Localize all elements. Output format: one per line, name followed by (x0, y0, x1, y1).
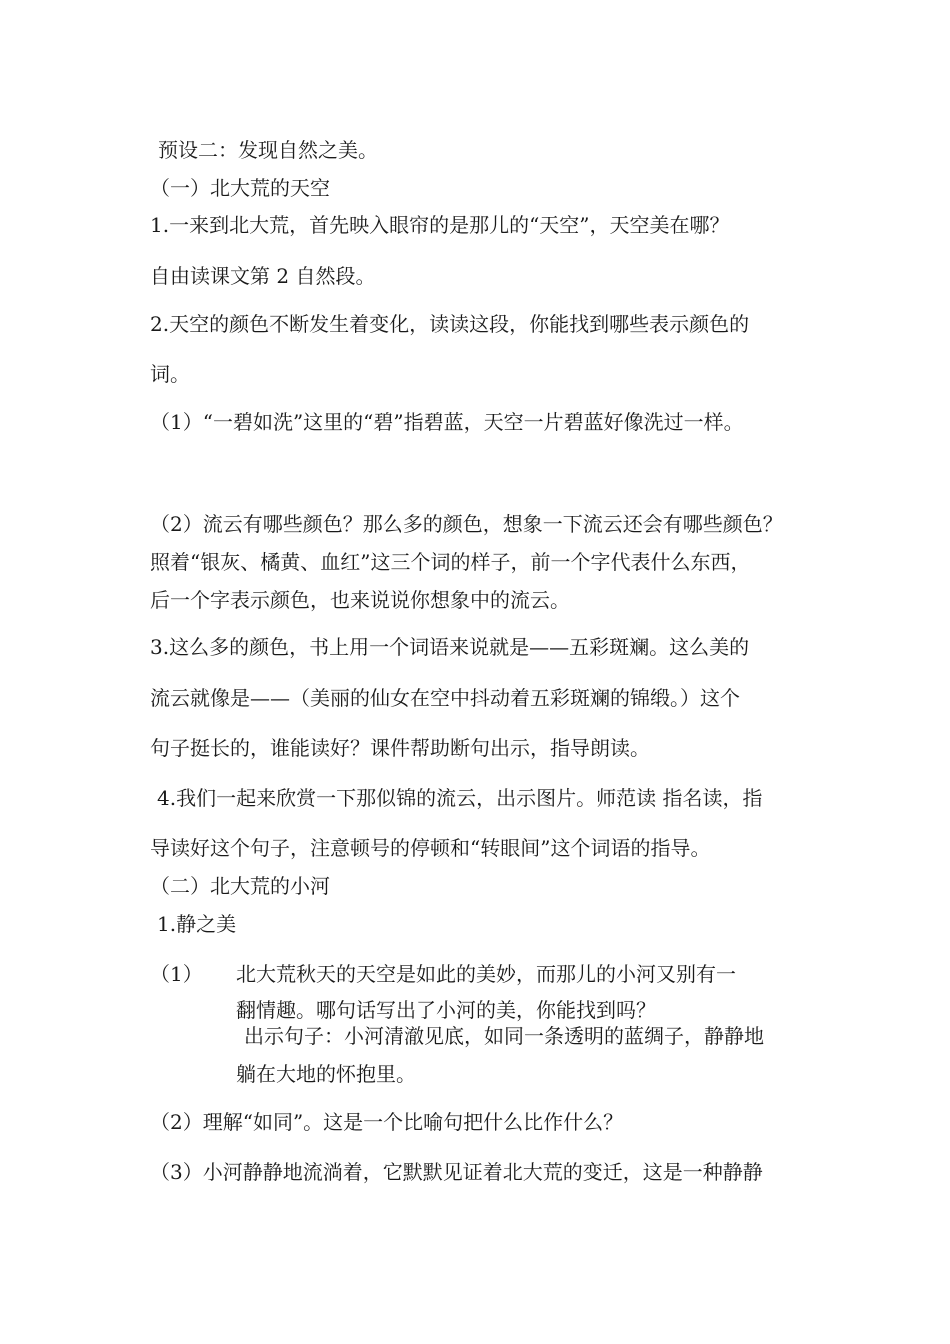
paragraph-line: 4.我们一起来欣赏一下那似锦的流云，出示图片。师范读 指名读，指 (157, 786, 763, 810)
paragraph-line: 流云就像是——（美丽的仙女在空中抖动着五彩斑斓的锦缎。）这个 (150, 686, 740, 710)
quoted-sentence: 出示句子：小河清澈见底，如同一条透明的蓝绸子，静静地 (244, 1024, 764, 1048)
preset-heading: 预设二：发现自然之美。 (158, 138, 378, 162)
paragraph-line: 1.一来到北大荒，首先映入眼帘的是那儿的“天空”，天空美在哪？ (150, 213, 730, 237)
paragraph-line: 句子挺长的，谁能读好？课件帮助断句出示，指导朗读。 (150, 736, 650, 760)
paragraph-line: （2）流云有哪些颜色？那么多的颜色，想象一下流云还会有哪些颜色？ (150, 512, 783, 536)
paragraph-line: 词。 (150, 362, 190, 386)
paragraph-line: 3.这么多的颜色，书上用一个词语来说就是——五彩斑斓。这么美的 (150, 635, 750, 659)
paragraph-line: 自由读课文第 2 自然段。 (150, 264, 376, 288)
subsection-heading: 1.静之美 (157, 912, 237, 936)
paragraph-line: （3）小河静静地流淌着，它默默见证着北大荒的变迁，这是一种静静 (150, 1160, 763, 1184)
section-heading-sky: （一）北大荒的天空 (150, 176, 330, 200)
quoted-sentence: 躺在大地的怀抱里。 (236, 1062, 416, 1086)
paragraph-line: 2.天空的颜色不断发生着变化，读读这段，你能找到哪些表示颜色的 (150, 312, 750, 336)
paragraph-line: （2）理解“如同”。这是一个比喻句把什么比作什么？ (150, 1110, 624, 1134)
paragraph-line: （1）“一碧如洗”这里的“碧”指碧蓝，天空一片碧蓝好像洗过一样。 (150, 410, 744, 434)
paragraph-line: 后一个字表示颜色，也来说说你想象中的流云。 (150, 588, 570, 612)
paragraph-line: 照着“银灰、橘黄、血红”这三个词的样子，前一个字代表什么东西， (150, 550, 751, 574)
list-marker: （1） (150, 962, 203, 986)
paragraph-line: 导读好这个句子，注意顿号的停顿和“转眼间”这个词语的指导。 (150, 836, 711, 860)
paragraph-line: 北大荒秋天的天空是如此的美妙，而那儿的小河又别有一 (236, 962, 736, 986)
section-heading-river: （二）北大荒的小河 (150, 874, 330, 898)
paragraph-line: 翻情趣。哪句话写出了小河的美，你能找到吗？ (236, 998, 656, 1022)
